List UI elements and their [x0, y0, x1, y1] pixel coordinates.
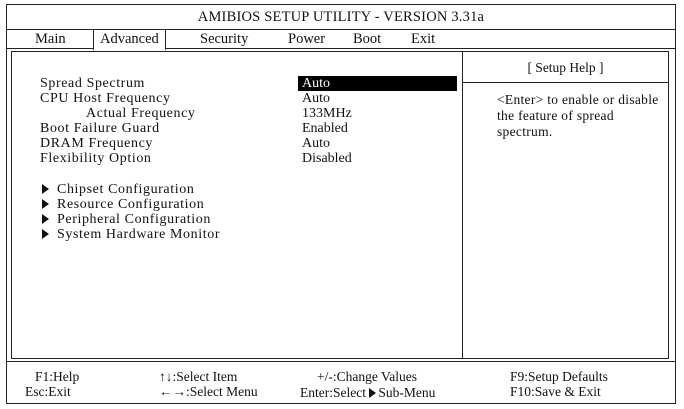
setting-label: Flexibility Option: [40, 151, 152, 166]
menu-power[interactable]: Power: [288, 31, 326, 47]
footer-keys: [7, 361, 675, 404]
help-divider: [463, 82, 668, 83]
setting-label: Actual Frequency: [86, 106, 196, 121]
setting-label: CPU Host Frequency: [40, 91, 171, 106]
footer-select-item-text: :Select Item: [172, 369, 238, 384]
setting-value[interactable]: Auto: [302, 91, 330, 106]
submenu-label: Resource Configuration: [57, 197, 205, 212]
submenu-peripheral-configuration[interactable]: [42, 212, 211, 227]
window-title: AMIBIOS SETUP UTILITY - VERSION 3.31a: [197, 9, 485, 25]
submenu-arrow-icon: [42, 214, 49, 224]
help-text: <Enter> to enable or disable the feature of spread spectrum.: [497, 92, 659, 139]
submenu-label: System Hardware Monitor: [57, 227, 221, 242]
setting-dram-frequency[interactable]: [40, 136, 470, 151]
footer-sub-menu: Sub-Menu: [378, 385, 436, 400]
menu-main[interactable]: Main: [35, 31, 66, 47]
setting-label: Boot Failure Guard: [40, 121, 160, 136]
setting-value[interactable]: Auto: [302, 136, 330, 151]
menu-advanced[interactable]: Advanced: [93, 30, 166, 51]
menu-exit[interactable]: Exit: [411, 31, 436, 47]
setting-cpu-host-frequency[interactable]: [40, 91, 470, 106]
setting-actual-frequency: [40, 106, 470, 121]
submenu-arrow-icon: [42, 199, 49, 209]
footer-f10-save-exit: F10:Save & Exit: [510, 384, 601, 399]
up-down-arrows-icon: ↑↓: [159, 369, 173, 384]
bios-window: [6, 4, 676, 404]
setting-value[interactable]: Enabled: [302, 121, 348, 136]
help-panel: [463, 51, 669, 359]
footer-select-menu: [159, 384, 258, 399]
submenu-arrow-icon: [42, 229, 49, 239]
submenu-label: Peripheral Configuration: [57, 212, 211, 227]
footer-change-values: +/-:Change Values: [317, 369, 417, 384]
footer-f1-help: F1:Help: [35, 369, 80, 384]
submenu-system-hardware-monitor[interactable]: [42, 227, 220, 242]
setting-value-selected[interactable]: Auto: [298, 76, 457, 91]
footer-select-item: [159, 369, 237, 384]
footer-enter-select: Enter:Select: [300, 385, 366, 400]
submenu-chipset-configuration[interactable]: [42, 182, 194, 197]
footer-f9-defaults: F9:Setup Defaults: [510, 369, 608, 384]
setting-value[interactable]: Disabled: [302, 151, 352, 166]
submenu-label: Chipset Configuration: [57, 182, 195, 197]
footer-select-menu-text: :Select Menu: [186, 384, 258, 399]
submenu-arrow-icon: [369, 388, 376, 398]
footer-enter-submenu: [300, 385, 435, 400]
setting-value: 133MHz: [302, 106, 352, 121]
menu-boot[interactable]: Boot: [353, 31, 382, 47]
setting-boot-failure-guard[interactable]: [40, 121, 470, 136]
submenu-resource-configuration[interactable]: [42, 197, 204, 212]
submenu-arrow-icon: [42, 184, 49, 194]
footer-esc-exit: Esc:Exit: [25, 384, 71, 399]
menu-security[interactable]: Security: [200, 31, 249, 47]
setting-label: Spread Spectrum: [40, 76, 146, 91]
menu-bar: [7, 29, 675, 49]
setting-label: DRAM Frequency: [40, 136, 153, 151]
settings-panel: [11, 51, 463, 359]
help-header: [ Setup Help ]: [527, 60, 604, 75]
setting-spread-spectrum[interactable]: [40, 76, 470, 91]
left-right-arrows-icon: ←→: [159, 384, 186, 399]
setting-flexibility-option[interactable]: [40, 151, 470, 166]
